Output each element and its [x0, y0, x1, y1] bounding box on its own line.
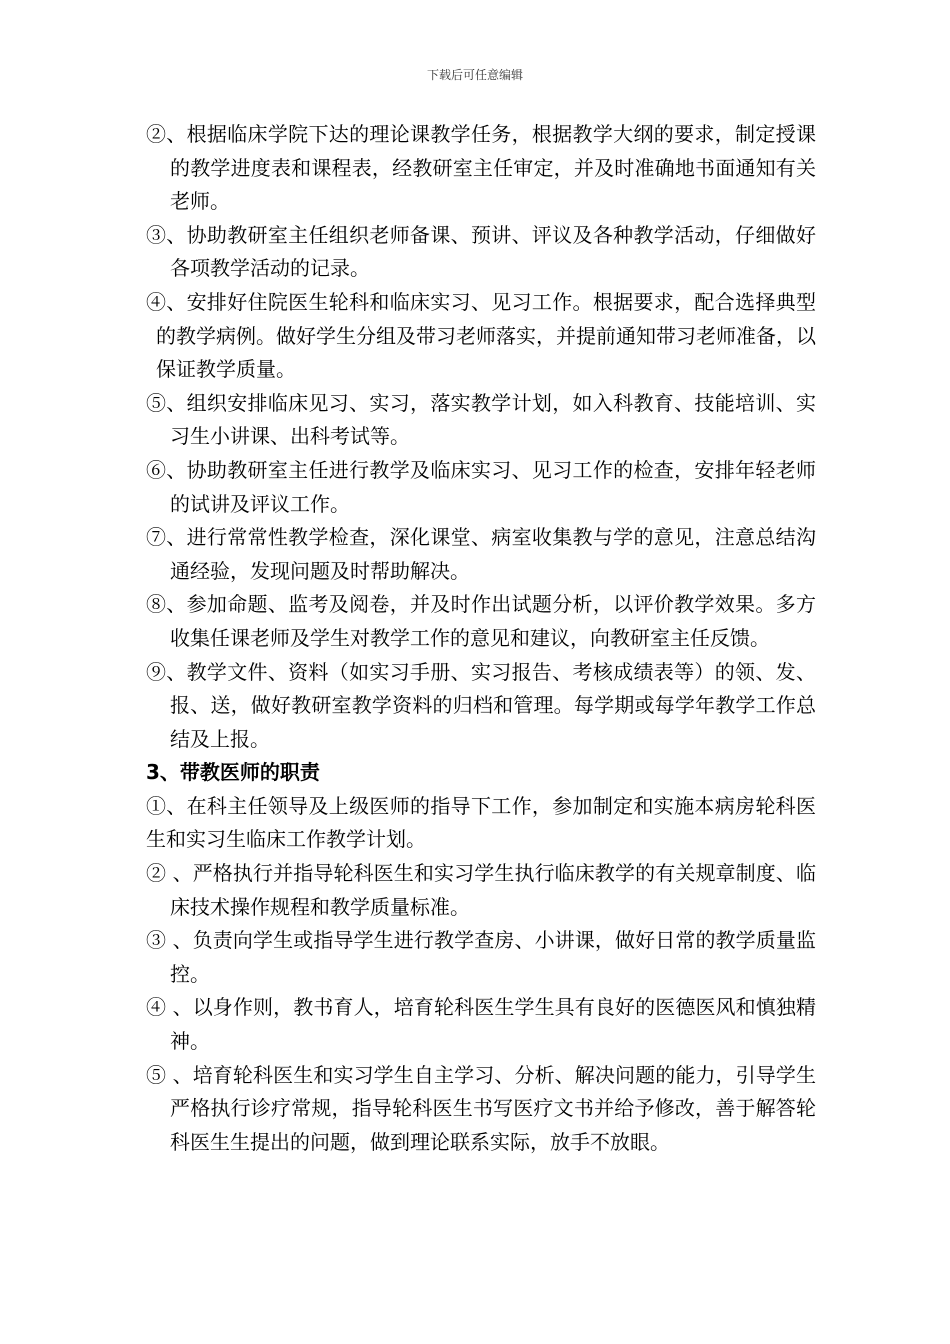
list-item: ②、根据临床学院下达的理论课教学任务，根据教学大纲的要求，制定授课的教学进度表和课程表，经教研室主任审定，并及时准确地书面通知有关老师。	[146, 122, 816, 214]
list-item: ③ 、负责向学生或指导学生进行教学查房、小讲课，做好日常的教学质量监控。	[146, 928, 816, 986]
list-item: ⑤ 、培育轮科医生和实习学生自主学习、分析、解决问题的能力，引导学生严格执行诊疗常规，指导轮科医生书写医疗文书并给予修改，善于解答轮科医生生提出的问题，做到理论联系实际，放手不放眼。	[146, 1062, 816, 1154]
list-item: ④ 、以身作则，教书育人，培育轮科医生学生具有良好的医德医风和慎独精神。	[146, 995, 816, 1054]
document-body	[146, 118, 816, 1159]
list-item: ⑦、进行常常性教学检查，深化课堂、病室收集教与学的意见，注意总结沟通经验，发现问题及时帮助解决。	[146, 525, 816, 583]
list-item: ④、安排好住院医生轮科和临床实习、见习工作。根据要求，配合选择典型的教学病例。做好学生分组及带习老师落实，并提前通知带习老师准备，以保证教学质量。	[146, 289, 816, 382]
list-item: ⑤、组织安排临床见习、实习，落实教学计划，如入科教育、技能培训、实习生小讲课、出科考试等。	[146, 390, 816, 449]
list-item: ⑧、参加命题、监考及阅卷，并及时作出试题分析，以评价教学效果。多方收集任课老师及学生对教学工作的意见和建议，向教研室主任反馈。	[146, 592, 816, 650]
list-item: ①、在科主任领导及上级医师的指导下工作，参加制定和实施本病房轮科医生和实习生临床工作教学计划。	[146, 793, 816, 852]
page-header-note: 下载后可任意编辑	[426, 68, 523, 82]
section-heading: 3、带教医师的职责	[146, 760, 320, 785]
list-item: ② 、严格执行并指导轮科医生和实习学生执行临床教学的有关规章制度、临床技术操作规程和教学质量标准。	[146, 861, 816, 919]
list-item: ③、协助教研室主任组织老师备课、预讲、评议及各种教学活动，仔细做好各项教学活动的记录。	[146, 222, 816, 281]
list-item: ⑨、教学文件、资料（如实习手册、实习报告、考核成绩表等）的领、发、报、送，做好教研室教学资料的归档和管理。每学期或每学年教学工作总结及上报。	[146, 659, 816, 751]
list-item: ⑥、协助教研室主任进行教学及临床实习、见习工作的检查，安排年轻老师的试讲及评议工作。	[146, 457, 816, 516]
